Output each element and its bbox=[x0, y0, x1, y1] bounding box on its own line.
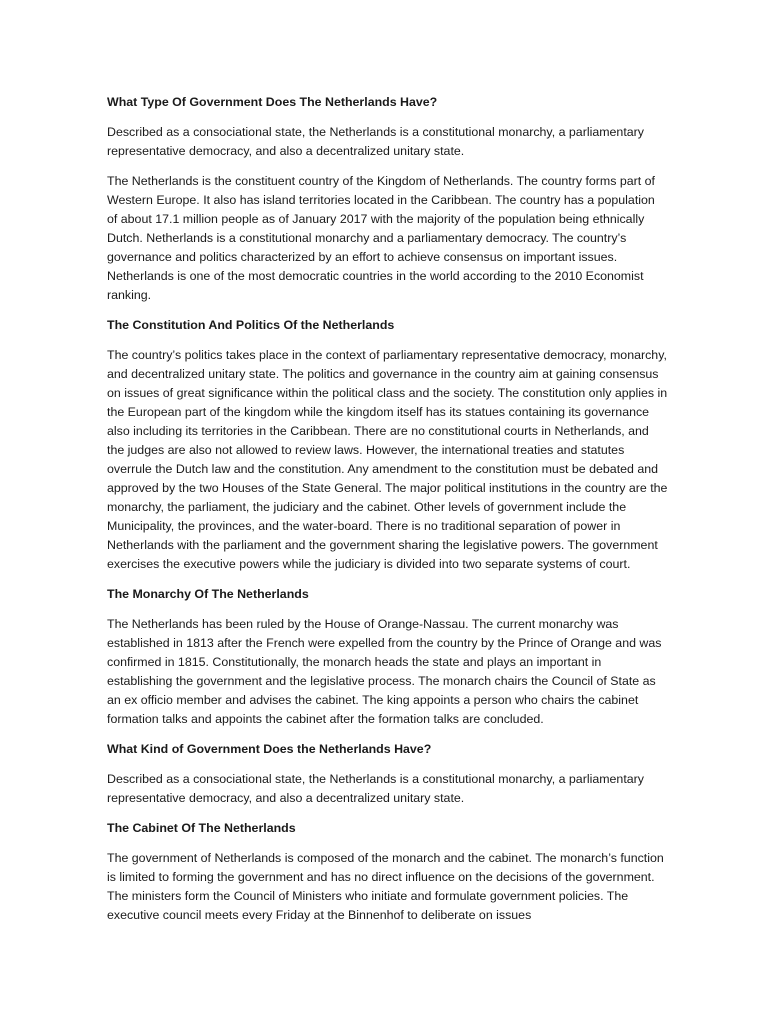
paragraph-cabinet: The government of Netherlands is composed of the monarch and the cabinet. The monarch’s function is limited to forming the government and has no direct influence on the decisions of the government. The ministers form the Council of Ministers who initiate and formulate government policies. The executive council meets every Friday at the Binnenhof to deliberate on issues bbox=[107, 851, 664, 922]
paragraph-consociational-state-repeat: Described as a consociational state, the Netherlands is a constitutional monarchy, a parliamentary representative democracy, and also a decentralized unitary state. bbox=[107, 772, 644, 805]
heading-monarchy: The Monarchy Of The Netherlands bbox=[107, 587, 309, 601]
heading-constitution-politics: The Constitution And Politics Of the Netherlands bbox=[107, 318, 395, 332]
heading-government-type: What Type Of Government Does The Netherlands Have? bbox=[107, 95, 438, 109]
heading-cabinet: The Cabinet Of The Netherlands bbox=[107, 821, 296, 835]
paragraph-kingdom-overview: The Netherlands is the constituent country of the Kingdom of Netherlands. The country forms part of Western Europe. It also has island territories located in the Caribbean. The country has a population of about 17.1 million people as of January 2017 with the majority of the population being ethnically Dutch. Netherlands is a constitutional monarchy and a parliamentary democracy. The country’s governance and politics characterized by an effort to achieve consensus on important issues. Netherlands is one of the most democratic countries in the world according to the 2010 Economist ranking. bbox=[107, 174, 656, 302]
paragraph-consociational-state: Described as a consociational state, the Netherlands is a constitutional monarchy, a parliamentary representative democracy, and also a decentralized unitary state. bbox=[107, 125, 644, 158]
paragraph-monarchy: The Netherlands has been ruled by the House of Orange-Nassau. The current monarchy was established in 1813 after the French were expelled from the country by the Prince of Orange and was confirmed in 1815. Constitutionally, the monarch heads the state and plays an important in establishing the government and the legislative process. The monarch chairs the Council of State as an ex officio member and advises the cabinet. The king appoints a person who chairs the cabinet formation talks and appoints the cabinet after the formation talks are concluded. bbox=[107, 617, 662, 726]
heading-government-kind: What Kind of Government Does the Netherlands Have? bbox=[107, 742, 432, 756]
paragraph-constitution-politics: The country’s politics takes place in the context of parliamentary representative democracy, monarchy, and decentralized unitary state. The politics and governance in the country aim at gaining consensus on issues of great significance within the political class and the society. The constitution only applies in the European part of the kingdom while the kingdom itself has its statues containing its governance also including its territories in the Caribbean. There are no constitutional courts in Netherlands, and the judges are also not allowed to review laws. However, the international treaties and statutes overrule the Dutch law and the constitution. Any amendment to the constitution must be debated and approved by the two Houses of the State General. The major political institutions in the country are the monarchy, the parliament, the judiciary and the cabinet. Other levels of government include the Municipality, the provinces, and the water-board. There is no traditional separation of power in Netherlands with the parliament and the government sharing the legislative powers. The government exercises the executive powers while the judiciary is divided into two separate systems of court. bbox=[107, 348, 668, 571]
